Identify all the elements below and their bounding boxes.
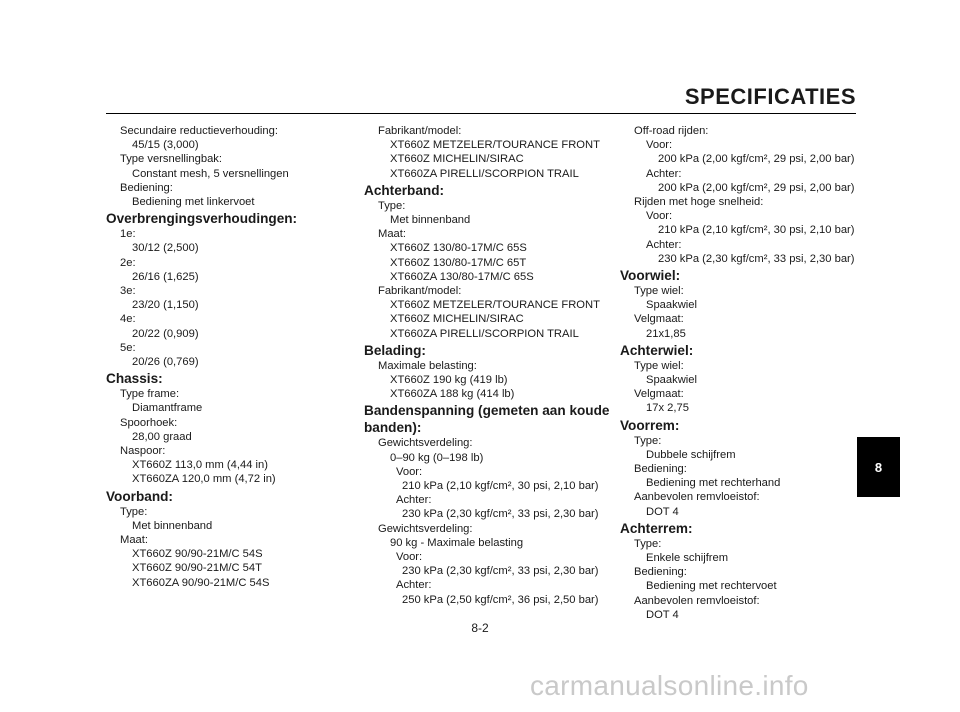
spec-line: Voor: (646, 139, 673, 152)
spec-line: XT660Z 90/90-21M/C 54S (132, 548, 263, 561)
spec-line: XT660ZA 120,0 mm (4,72 in) (132, 473, 276, 486)
spec-line: Spaakwiel (646, 374, 697, 387)
spec-line: DOT 4 (646, 608, 679, 621)
spec-line: 3e: (120, 285, 136, 298)
spec-line: Diamantframe (132, 402, 203, 415)
spec-line: Constant mesh, 5 versnellingen (132, 167, 289, 180)
spec-line: Naspoor: (120, 445, 166, 458)
spec-line: XT660ZA PIRELLI/SCORPION TRAIL (390, 167, 579, 180)
spec-line: Velgmaat: (634, 313, 684, 326)
spec-line: Type versnellingbak: (120, 153, 222, 166)
section-heading: Achterband: (364, 182, 445, 198)
spec-line: 20/26 (0,769) (132, 356, 199, 369)
section-heading: Chassis: (106, 371, 163, 387)
title-divider (106, 113, 856, 114)
spec-line: Achter: (396, 579, 432, 592)
spec-line: 250 kPa (2,50 kgf/cm², 36 psi, 2,50 bar) (402, 593, 599, 606)
spec-line: Maat: (120, 534, 148, 547)
spec-line: Met binnenband (390, 214, 471, 227)
spec-line: Rijden met hoge snelheid: (634, 196, 764, 209)
spec-line: XT660Z MICHELIN/SIRAC (390, 153, 524, 166)
spec-line: XT660Z 113,0 mm (4,44 in) (132, 459, 268, 472)
spec-line: 210 kPa (2,10 kgf/cm², 30 psi, 2,10 bar) (658, 224, 855, 237)
spec-line: Secundaire reductieverhouding: (120, 125, 278, 137)
spec-line: Bediening: (120, 181, 173, 194)
spec-line: Bediening: (634, 463, 687, 476)
spec-line: 230 kPa (2,30 kgf/cm², 33 psi, 2,30 bar) (658, 252, 855, 265)
spec-line: Voor: (396, 551, 423, 564)
spec-line: Bediening met rechterhand (646, 477, 781, 490)
spec-line: Off-road rijden: (634, 125, 709, 137)
spec-line: Maat: (378, 228, 406, 241)
spec-line: 230 kPa (2,30 kgf/cm², 33 psi, 2,30 bar) (402, 508, 599, 521)
spec-line: Type wiel: (634, 285, 684, 298)
spec-line: XT660Z MICHELIN/SIRAC (390, 313, 524, 326)
spec-line: 210 kPa (2,10 kgf/cm², 30 psi, 2,10 bar) (402, 480, 599, 493)
spec-line: 230 kPa (2,30 kgf/cm², 33 psi, 2,30 bar) (402, 565, 599, 578)
section-heading: Voorrem: (620, 417, 680, 433)
spec-line: Fabrikant/model: (378, 125, 462, 137)
spec-line: 23/20 (1,150) (132, 299, 199, 312)
spec-line: Spoorhoek: (120, 416, 178, 429)
spec-line: Enkele schijfrem (646, 552, 729, 565)
spec-column-2 (364, 124, 614, 607)
chapter-tab[interactable] (857, 437, 900, 497)
spec-line: 2e: (120, 256, 136, 269)
section-heading: Achterwiel: (620, 342, 694, 358)
page-number: 8-2 (471, 621, 489, 635)
watermark: carmanualsonline.info (530, 670, 809, 701)
spec-line: XT660Z METZELER/TOURANCE FRONT (390, 299, 600, 312)
spec-line: XT660ZA 130/80-17M/C 65S (390, 270, 534, 283)
spec-line: 0–90 kg (0–198 lb) (390, 451, 484, 464)
spec-line: XT660ZA PIRELLI/SCORPION TRAIL (390, 327, 579, 340)
spec-line: 5e: (120, 341, 136, 354)
spec-line: XT660Z 130/80-17M/C 65S (390, 242, 527, 255)
spec-line: 30/12 (2,500) (132, 242, 199, 255)
spec-line: Gewichtsverdeling: (378, 522, 473, 535)
spec-line: XT660Z METZELER/TOURANCE FRONT (390, 139, 600, 152)
spec-line: XT660Z 90/90-21M/C 54T (132, 562, 262, 575)
spec-line: Bediening met linkervoet (132, 196, 255, 209)
spec-line: Bediening met rechtervoet (646, 580, 777, 593)
spec-line: 28,00 graad (132, 430, 192, 443)
spec-line: DOT 4 (646, 505, 679, 518)
chapter-tab-label: 8 (874, 459, 883, 475)
spec-line: Fabrikant/model: (378, 285, 462, 298)
section-heading: Belading: (364, 342, 426, 358)
spec-line: 90 kg - Maximale belasting (390, 536, 524, 549)
spec-line: XT660ZA 188 kg (414 lb) (390, 388, 515, 401)
spec-column-3 (620, 124, 860, 622)
spec-line: Achter: (646, 167, 682, 180)
spec-line: Type: (634, 434, 662, 447)
spec-line: 26/16 (1,625) (132, 270, 199, 283)
spec-line: Type: (120, 505, 148, 518)
section-heading: Achterrem: (620, 520, 693, 536)
spec-column-1 (106, 124, 346, 590)
section-heading: Voorwiel: (620, 268, 681, 284)
spec-line: 4e: (120, 313, 136, 326)
spec-line: Aanbevolen remvloeistof: (634, 594, 760, 607)
section-heading: Bandenspanning (gemeten aan koude banden): (364, 403, 610, 436)
spec-line: 200 kPa (2,00 kgf/cm², 29 psi, 2,00 bar) (658, 153, 855, 166)
spec-line: 200 kPa (2,00 kgf/cm², 29 psi, 2,00 bar) (658, 181, 855, 194)
spec-line: Spaakwiel (646, 299, 697, 312)
spec-line: Type frame: (120, 388, 180, 401)
spec-line: 17x 2,75 (646, 402, 689, 415)
spec-line: Bediening: (634, 566, 687, 579)
spec-line: Achter: (646, 238, 682, 251)
section-heading: Voorband: (106, 488, 173, 504)
spec-line: 45/15 (3,000) (132, 139, 199, 152)
spec-line: Type: (378, 199, 406, 212)
spec-line: Voor: (396, 465, 423, 478)
spec-line: XT660Z 130/80-17M/C 65T (390, 256, 527, 269)
spec-line: Type wiel: (634, 359, 684, 372)
spec-line: 20/22 (0,909) (132, 327, 199, 340)
spec-line: Gewichtsverdeling: (378, 437, 473, 450)
spec-line: Aanbevolen remvloeistof: (634, 491, 760, 504)
spec-line: XT660Z 190 kg (419 lb) (390, 374, 508, 387)
spec-line: 1e: (120, 228, 136, 241)
page-title: SPECIFICATIES (684, 84, 856, 109)
spec-line: Maximale belasting: (378, 359, 477, 372)
section-heading: Overbrengingsverhoudingen: (106, 211, 298, 227)
spec-line: Voor: (646, 210, 673, 223)
spec-line: 21x1,85 (646, 327, 686, 340)
spec-line: Achter: (396, 494, 432, 507)
spec-line: Met binnenband (132, 519, 213, 532)
spec-line: Velgmaat: (634, 388, 684, 401)
spec-line: XT660ZA 90/90-21M/C 54S (132, 576, 270, 589)
spec-line: Dubbele schijfrem (646, 448, 736, 461)
spec-line: Type: (634, 537, 662, 550)
